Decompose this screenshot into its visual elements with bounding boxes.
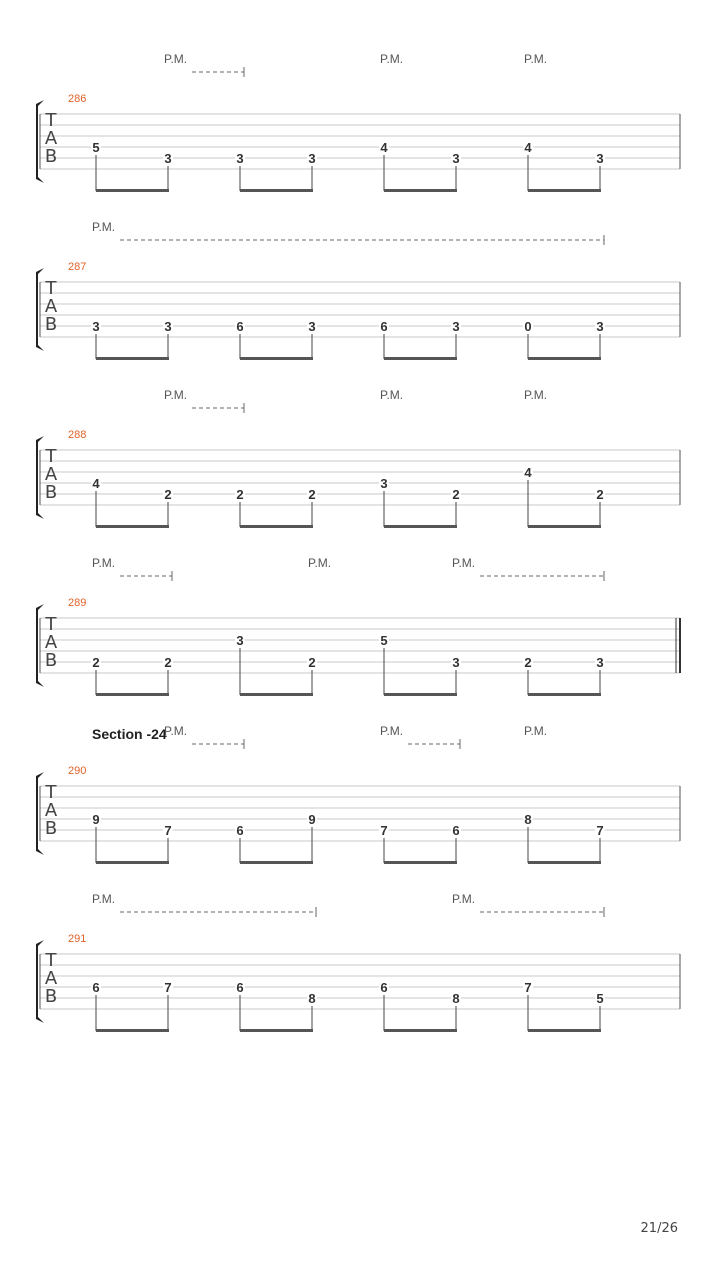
tab-clef-letter: B	[44, 314, 58, 335]
fret-number: 2	[236, 487, 244, 502]
palm-mute-label: P.M.	[164, 724, 188, 738]
palm-mute-label: P.M.	[164, 388, 188, 402]
fret-number: 3	[596, 319, 604, 334]
tab-system-290	[36, 724, 680, 864]
note-beam	[384, 693, 457, 696]
note-beam	[240, 189, 313, 192]
fret-number: 9	[92, 812, 100, 827]
palm-mute-label: P.M.	[92, 556, 116, 570]
fret-number: 2	[308, 655, 316, 670]
tab-clef-letter: T	[45, 278, 57, 299]
measure-number: 286	[68, 93, 87, 105]
tab-clef-letter: T	[45, 614, 57, 635]
fret-number: 7	[164, 823, 172, 838]
measure-number: 291	[68, 933, 87, 945]
tab-clef-letter: A	[44, 632, 58, 653]
palm-mute-label: P.M.	[452, 556, 476, 570]
note-beam	[240, 525, 313, 528]
note-beam	[384, 189, 457, 192]
palm-mute-label: P.M.	[380, 52, 404, 66]
fret-number: 6	[236, 823, 244, 838]
fret-number: 5	[92, 140, 100, 155]
fret-number: 2	[596, 487, 604, 502]
fret-number: 3	[596, 655, 604, 670]
fret-number: 3	[236, 633, 244, 648]
fret-number: 2	[524, 655, 532, 670]
tab-clef-letter: T	[45, 950, 57, 971]
fret-number: 2	[308, 487, 316, 502]
tab-clef-letter: B	[44, 482, 58, 503]
fret-number: 3	[452, 655, 460, 670]
fret-number: 8	[452, 991, 460, 1006]
fret-number: 6	[92, 980, 100, 995]
note-beam	[528, 357, 601, 360]
fret-number: 5	[380, 633, 388, 648]
fret-number: 3	[380, 476, 388, 491]
measure-number: 289	[68, 597, 87, 609]
measure-number: 290	[68, 765, 87, 777]
measure-number: 288	[68, 429, 87, 441]
fret-number: 4	[524, 465, 532, 480]
fret-number: 3	[164, 319, 172, 334]
fret-number: 6	[236, 319, 244, 334]
measure-number: 287	[68, 261, 87, 273]
fret-number: 2	[164, 487, 172, 502]
fret-number: 7	[380, 823, 388, 838]
note-beam	[528, 525, 601, 528]
fret-number: 5	[596, 991, 604, 1006]
note-beam	[96, 357, 169, 360]
tab-clef-letter: B	[44, 818, 58, 839]
tab-system-291	[36, 892, 680, 1032]
fret-number: 3	[236, 151, 244, 166]
fret-number: 7	[164, 980, 172, 995]
note-beam	[96, 861, 169, 864]
note-beam	[384, 525, 457, 528]
note-beam	[240, 1029, 313, 1032]
palm-mute-label: P.M.	[524, 388, 548, 402]
fret-number: 6	[236, 980, 244, 995]
page-number: 21/26	[640, 1221, 678, 1236]
note-beam	[384, 1029, 457, 1032]
tab-clef-letter: A	[44, 128, 58, 149]
tab-clef-letter: A	[44, 464, 58, 485]
fret-number: 3	[308, 319, 316, 334]
fret-number: 3	[308, 151, 316, 166]
fret-number: 3	[164, 151, 172, 166]
note-beam	[240, 693, 313, 696]
fret-number: 2	[92, 655, 100, 670]
tab-clef-letter: B	[44, 650, 58, 671]
fret-number: 2	[452, 487, 460, 502]
fret-number: 9	[308, 812, 316, 827]
tab-system-289	[36, 556, 680, 696]
palm-mute-label: P.M.	[164, 52, 188, 66]
fret-number: 8	[524, 812, 532, 827]
note-beam	[384, 357, 457, 360]
palm-mute-label: P.M.	[380, 388, 404, 402]
fret-number: 7	[596, 823, 604, 838]
note-beam	[96, 189, 169, 192]
note-beam	[96, 525, 169, 528]
tab-system-288	[36, 388, 680, 528]
palm-mute-label: P.M.	[524, 52, 548, 66]
tab-clef-letter: A	[44, 800, 58, 821]
section-label: Section -24	[92, 726, 167, 742]
palm-mute-label: P.M.	[308, 556, 332, 570]
fret-number: 3	[92, 319, 100, 334]
fret-number: 3	[452, 319, 460, 334]
fret-number: 4	[380, 140, 388, 155]
palm-mute-label: P.M.	[92, 220, 116, 234]
note-beam	[528, 189, 601, 192]
note-beam	[240, 861, 313, 864]
note-beam	[528, 861, 601, 864]
palm-mute-label: P.M.	[92, 892, 116, 906]
note-beam	[384, 861, 457, 864]
palm-mute-label: P.M.	[452, 892, 476, 906]
fret-number: 2	[164, 655, 172, 670]
fret-number: 7	[524, 980, 532, 995]
tab-system-287	[36, 220, 680, 360]
note-beam	[96, 693, 169, 696]
tab-clef-letter: A	[44, 968, 58, 989]
fret-number: 3	[596, 151, 604, 166]
fret-number: 6	[380, 980, 388, 995]
note-beam	[240, 357, 313, 360]
note-beam	[528, 693, 601, 696]
fret-number: 3	[452, 151, 460, 166]
tab-clef-letter: T	[45, 110, 57, 131]
fret-number: 4	[524, 140, 532, 155]
tab-system-286	[36, 52, 680, 192]
fret-number: 6	[380, 319, 388, 334]
tab-clef-letter: B	[44, 146, 58, 167]
tab-clef-letter: B	[44, 986, 58, 1007]
fret-number: 8	[308, 991, 316, 1006]
note-beam	[96, 1029, 169, 1032]
fret-number: 6	[452, 823, 460, 838]
fret-number: 0	[524, 319, 532, 334]
note-beam	[528, 1029, 601, 1032]
fret-number: 4	[92, 476, 100, 491]
tab-clef-letter: T	[45, 782, 57, 803]
palm-mute-label: P.M.	[524, 724, 548, 738]
tab-clef-letter: T	[45, 446, 57, 467]
palm-mute-label: P.M.	[380, 724, 404, 738]
tab-clef-letter: A	[44, 296, 58, 317]
